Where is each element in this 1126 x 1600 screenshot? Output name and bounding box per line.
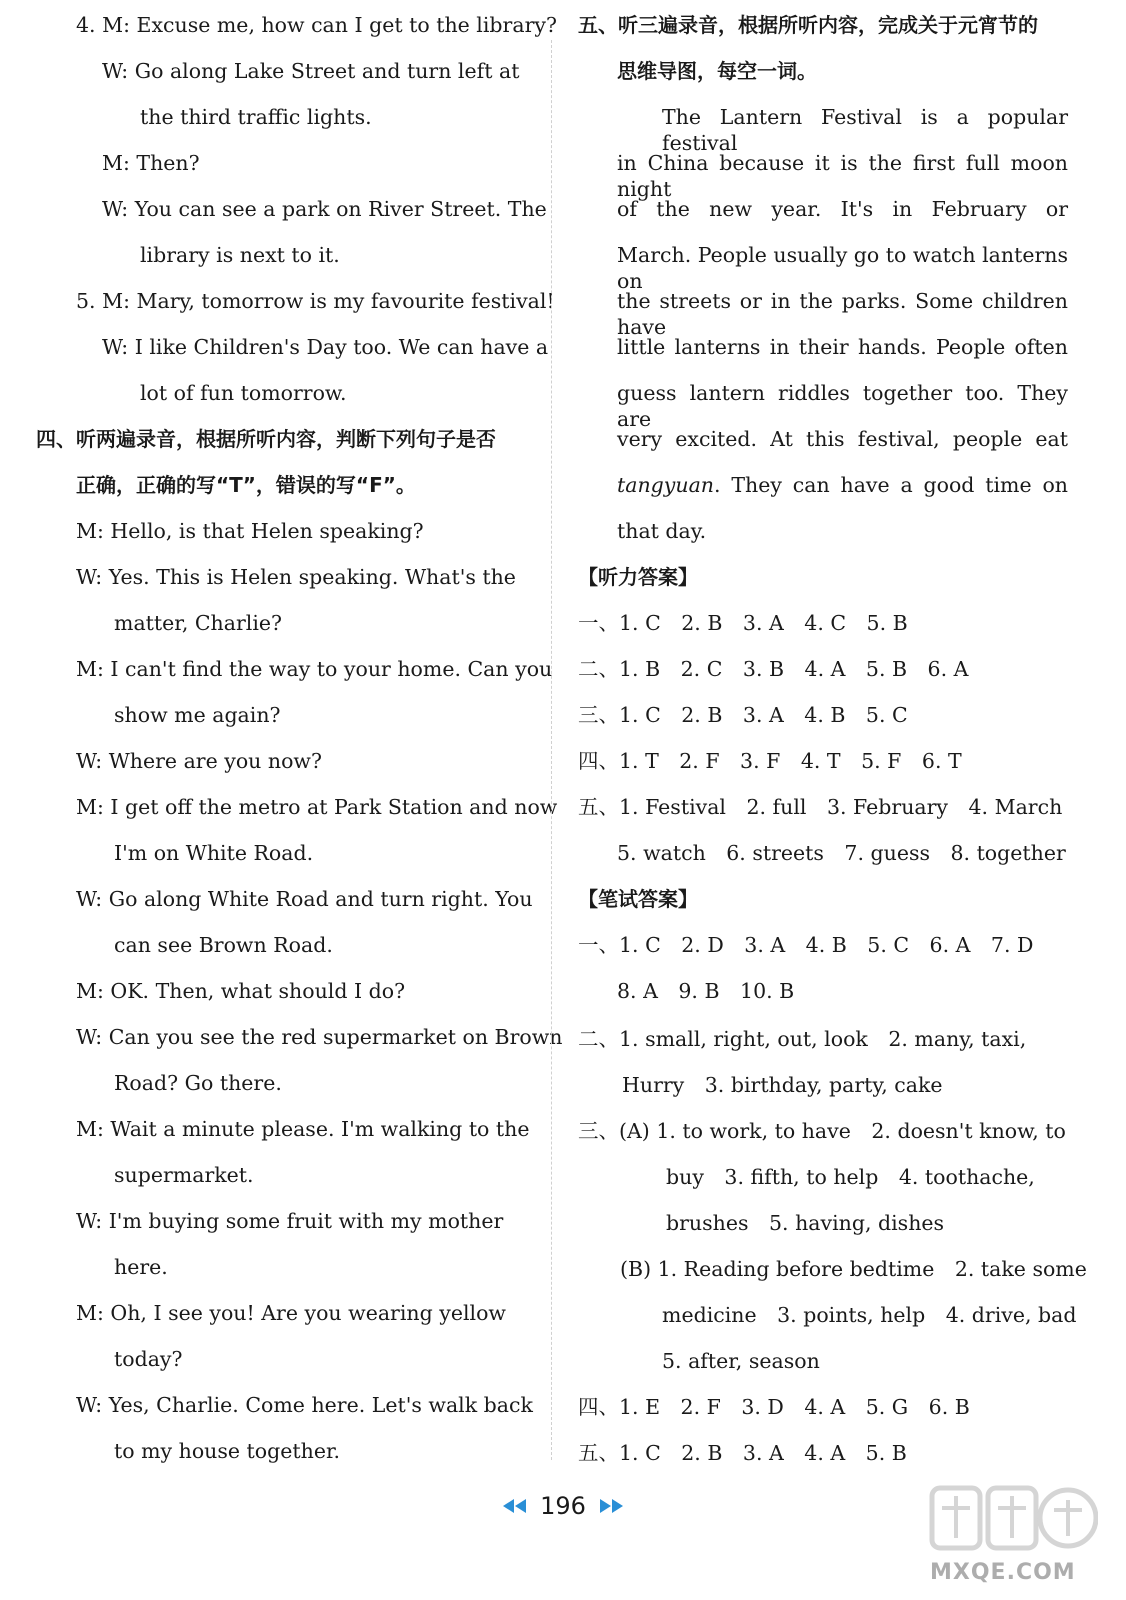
dialogue-line: matter, Charlie?	[114, 611, 282, 635]
dialogue-line: show me again?	[114, 703, 281, 727]
answer-row: 一、1. C 2. B 3. A 4. C 5. B	[578, 611, 908, 635]
dialogue-line: W: Go along White Road and turn right. You	[76, 887, 533, 911]
answer-row: 四、1. T 2. F 3. F 4. T 5. F 6. T	[578, 749, 962, 773]
dialogue-line: to my house together.	[114, 1439, 341, 1463]
dialogue-line: W: I'm buying some fruit with my mother	[76, 1209, 504, 1233]
answer-row: Hurry 3. birthday, party, cake	[622, 1073, 943, 1097]
dialogue-line: library is next to it.	[140, 243, 340, 267]
dialogue-line: 5. M: Mary, tomorrow is my favourite festival!	[76, 289, 555, 313]
dialogue-line: M: I can't find the way to your home. Can you	[76, 657, 553, 681]
answer-row: (B) 1. Reading before bedtime 2. take some	[620, 1257, 1087, 1281]
dialogue-line: lot of fun tomorrow.	[140, 381, 347, 405]
section-5-heading-cont: 思维导图，每空一词。	[617, 59, 817, 83]
passage-line: March. People usually go to watch lanterns on	[617, 243, 1068, 293]
dialogue-line: W: Yes. This is Helen speaking. What's the	[76, 565, 516, 589]
answer-row: 8. A 9. B 10. B	[617, 979, 795, 1003]
answer-row: 一、1. C 2. D 3. A 4. B 5. C 6. A 7. D	[578, 933, 1034, 957]
passage-line: that day.	[617, 519, 707, 543]
passage-line: little lanterns in their hands. People often	[617, 335, 1068, 359]
passage-line: in China because it is the first full moon night	[617, 151, 1068, 201]
listening-answers-title: 【听力答案】	[578, 565, 698, 589]
dialogue-line: today?	[114, 1347, 183, 1371]
answer-row: brushes 5. having, dishes	[666, 1211, 945, 1235]
dialogue-line: I'm on White Road.	[114, 841, 314, 865]
dialogue-line: here.	[114, 1255, 168, 1279]
answer-row: medicine 3. points, help 4. drive, bad	[662, 1303, 1077, 1327]
section-4-heading-cont: 正确，正确的写“T”，错误的写“F”。	[76, 473, 416, 497]
answer-row: 五、1. Festival 2. full 3. February 4. March	[578, 795, 1063, 819]
dialogue-line: M: OK. Then, what should I do?	[76, 979, 406, 1003]
dialogue-line: 4. M: Excuse me, how can I get to the library?	[76, 13, 557, 37]
answer-row: 5. watch 6. streets 7. guess 8. together	[617, 841, 1066, 865]
arrow-right-icon	[612, 1499, 623, 1513]
written-answers-title: 【笔试答案】	[578, 887, 698, 911]
dialogue-line: W: Can you see the red supermarket on Brown	[76, 1025, 563, 1049]
dialogue-line: M: Hello, is that Helen speaking?	[76, 519, 424, 543]
passage-italic-word: tangyuan	[617, 473, 714, 497]
column-divider	[551, 40, 552, 1460]
dialogue-line: W: Where are you now?	[76, 749, 322, 773]
passage-line	[617, 472, 1068, 498]
dialogue-line: W: You can see a park on River Street. The	[102, 197, 547, 221]
answer-row: 5. after, season	[662, 1349, 820, 1373]
dialogue-line: M: Oh, I see you! Are you wearing yellow	[76, 1301, 506, 1325]
answer-row: 二、1. small, right, out, look 2. many, taxi,	[578, 1027, 1027, 1051]
answer-row: 二、1. B 2. C 3. B 4. A 5. B 6. A	[578, 657, 969, 681]
arrow-left-icon	[503, 1499, 514, 1513]
dialogue-line: M: Then?	[102, 151, 200, 175]
dialogue-line: Road? Go there.	[114, 1071, 282, 1095]
dialogue-line: the third traffic lights.	[140, 105, 372, 129]
answer-row: 四、1. E 2. F 3. D 4. A 5. G 6. B	[578, 1395, 970, 1419]
dialogue-line: M: I get off the metro at Park Station and now	[76, 795, 558, 819]
section-4-heading: 四、听两遍录音，根据所听内容，判断下列句子是否	[36, 427, 496, 451]
dialogue-line: W: I like Children's Day too. We can have a	[102, 335, 549, 359]
dialogue-line: can see Brown Road.	[114, 933, 333, 957]
passage-line: the streets or in the parks. Some children have	[617, 289, 1068, 339]
page-number: 196	[540, 1492, 586, 1520]
answer-row: 三、(A) 1. to work, to have 2. doesn't know, to	[578, 1119, 1066, 1143]
dialogue-line: W: Go along Lake Street and turn left at	[102, 59, 520, 83]
passage-line: very excited. At this festival, people eat	[617, 427, 1068, 451]
passage-line: of the new year. It's in February or	[617, 197, 1068, 221]
passage-line-tail: . They can have a good time on	[714, 473, 1068, 497]
dialogue-line: M: Wait a minute please. I'm walking to the	[76, 1117, 530, 1141]
dialogue-line: supermarket.	[114, 1163, 254, 1187]
arrow-right-icon	[600, 1499, 611, 1513]
section-5-heading: 五、听三遍录音，根据所听内容，完成关于元宵节的	[578, 13, 1038, 37]
passage-line: The Lantern Festival is a popular festival	[662, 105, 1068, 155]
watermark-text: MXQE.COM	[930, 1560, 1076, 1585]
arrow-left-icon	[515, 1499, 526, 1513]
dialogue-line: W: Yes, Charlie. Come here. Let's walk back	[76, 1393, 533, 1417]
answer-row: 三、1. C 2. B 3. A 4. B 5. C	[578, 703, 908, 727]
answer-row: 五、1. C 2. B 3. A 4. A 5. B	[578, 1441, 907, 1465]
passage-line: guess lantern riddles together too. They are	[617, 381, 1068, 431]
answer-row: buy 3. fifth, to help 4. toothache,	[666, 1165, 1035, 1189]
